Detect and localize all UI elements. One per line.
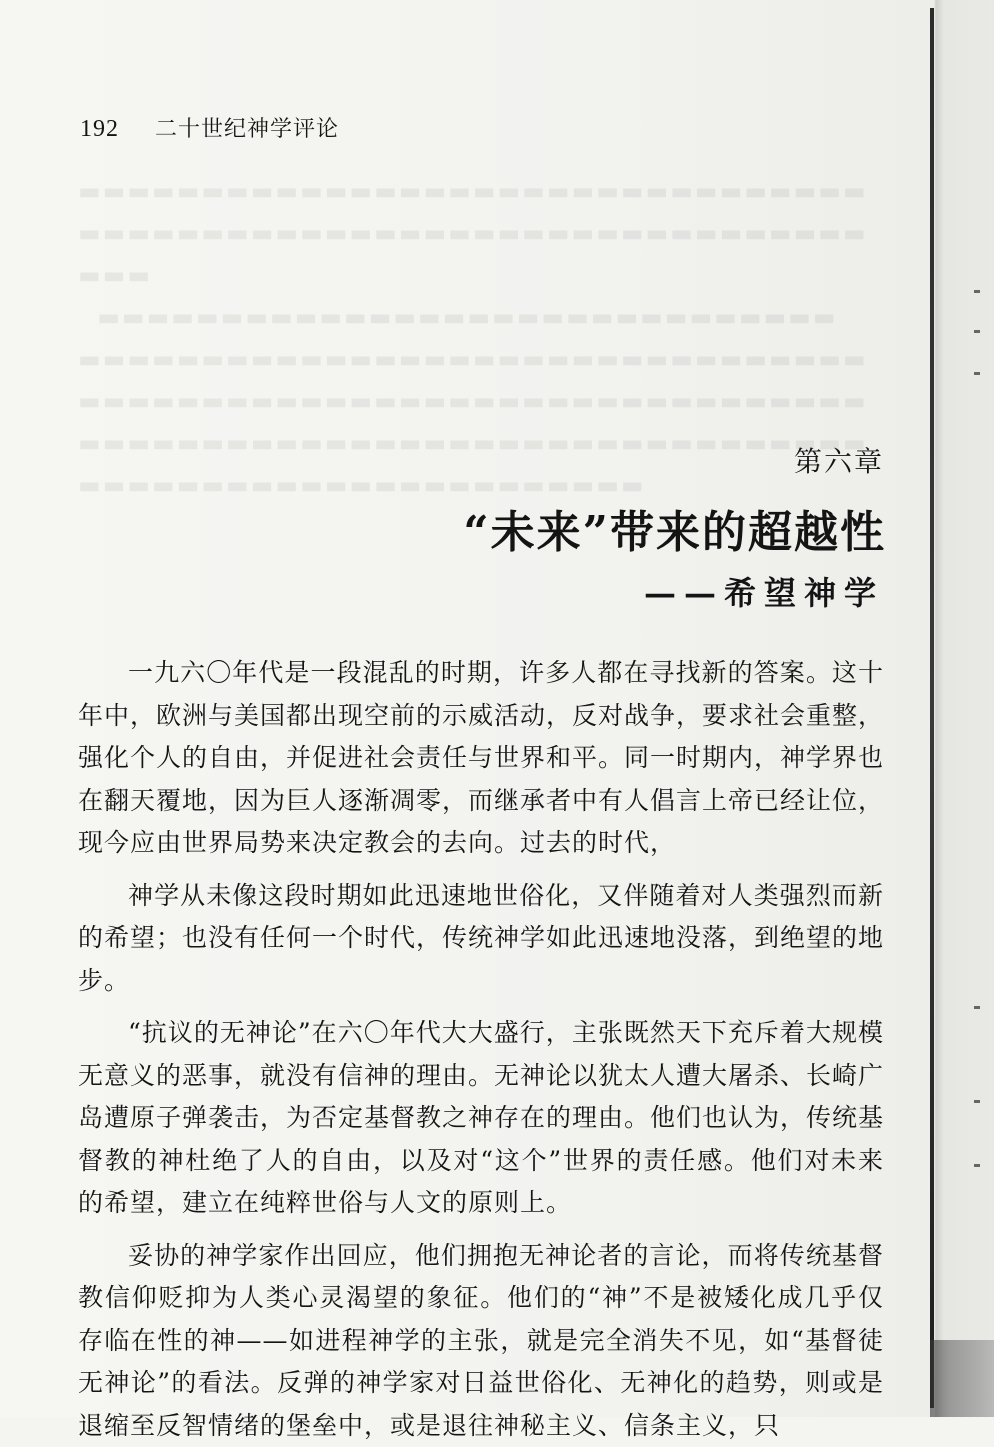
scan-speck <box>974 330 980 333</box>
scan-speck <box>974 1164 980 1167</box>
scan-speck <box>974 290 980 293</box>
paragraph: “抗议的无神论”在六〇年代大大盛行，主张既然天下充斥着大规模无意义的恶事，就没有信神的理由。无神论以犹太人遭大屠杀、长崎广岛遭原子弹袭击，为否定基督教之神存在的理由。他们也认为，传统基督教的神杜绝了人的自由，以及对“这个”世界的责任感。他们对未来的希望，建立在纯粹世俗与人文的原则上。 <box>78 1012 884 1225</box>
running-head <box>80 112 339 143</box>
page-number: 192 <box>80 116 119 143</box>
book-title: 二十世纪神学评论 <box>155 112 339 143</box>
binding-gutter-line <box>930 8 934 1408</box>
binding-edge <box>930 0 994 1417</box>
scan-speck <box>974 1006 980 1009</box>
chapter-subtitle: ——希望神学 <box>644 568 884 614</box>
chapter-number: 第六章 <box>794 440 884 480</box>
bleed-through-texture: ▬▬▬▬▬▬▬▬▬▬▬▬▬▬▬▬▬▬▬▬▬▬▬▬▬▬▬▬▬▬▬▬ ▬▬▬▬▬▬▬▬▬▬▬▬▬▬▬▬▬▬▬▬▬▬▬▬▬▬▬▬▬▬▬▬ ▬▬▬ ▬▬▬▬▬▬▬▬▬▬▬▬▬▬▬▬▬▬▬▬▬▬▬▬▬▬▬▬▬▬ ▬▬▬▬▬▬▬▬▬▬▬▬▬▬▬▬▬▬▬▬▬▬▬▬▬▬▬▬▬▬▬▬ ▬▬▬▬▬▬▬▬▬▬▬▬▬▬▬▬▬▬▬▬▬▬▬▬▬▬▬▬▬▬▬▬ ▬▬▬▬▬▬▬▬▬▬▬▬▬▬▬▬▬▬▬▬▬▬▬▬▬▬▬▬▬▬▬▬ ▬▬▬▬▬▬▬▬▬▬▬▬▬▬▬▬▬▬▬▬▬▬▬ <box>78 170 888 506</box>
paragraph: 妥协的神学家作出回应，他们拥抱无神论者的言论，而将传统基督教信仰贬抑为人类心灵渴望的象征。他们的“神”不是被矮化成几乎仅存临在性的神——如进程神学的主张，就是完全消失不见，如“基督徒无神论”的看法。反弹的神学家对日益世俗化、无神化的趋势，则或是退缩至反智情绪的堡垒中，或是退往神秘主义、信条主义，只 <box>78 1235 884 1447</box>
chapter-title: “未来”带来的超越性 <box>463 496 886 560</box>
paragraph: 神学从未像这段时期如此迅速地世俗化，又伴随着对人类强烈而新的希望；也没有任何一个时代，传统神学如此迅速地没落，到绝望的地步。 <box>78 875 884 1003</box>
scan-speck <box>974 1100 980 1103</box>
scan-speck <box>974 372 980 375</box>
paragraph: 一九六〇年代是一段混乱的时期，许多人都在寻找新的答案。这十年中，欧洲与美国都出现空前的示威活动，反对战争，要求社会重整，强化个人的自由，并促进社会责任与世界和平。同一时期内，神学界也在翻天覆地，因为巨人逐渐凋零，而继承者中有人倡言上帝已经让位，现今应由世界局势来决定教会的去向。过去的时代， <box>78 652 884 865</box>
binding-shadow <box>930 1340 994 1417</box>
body-text <box>78 652 884 1447</box>
